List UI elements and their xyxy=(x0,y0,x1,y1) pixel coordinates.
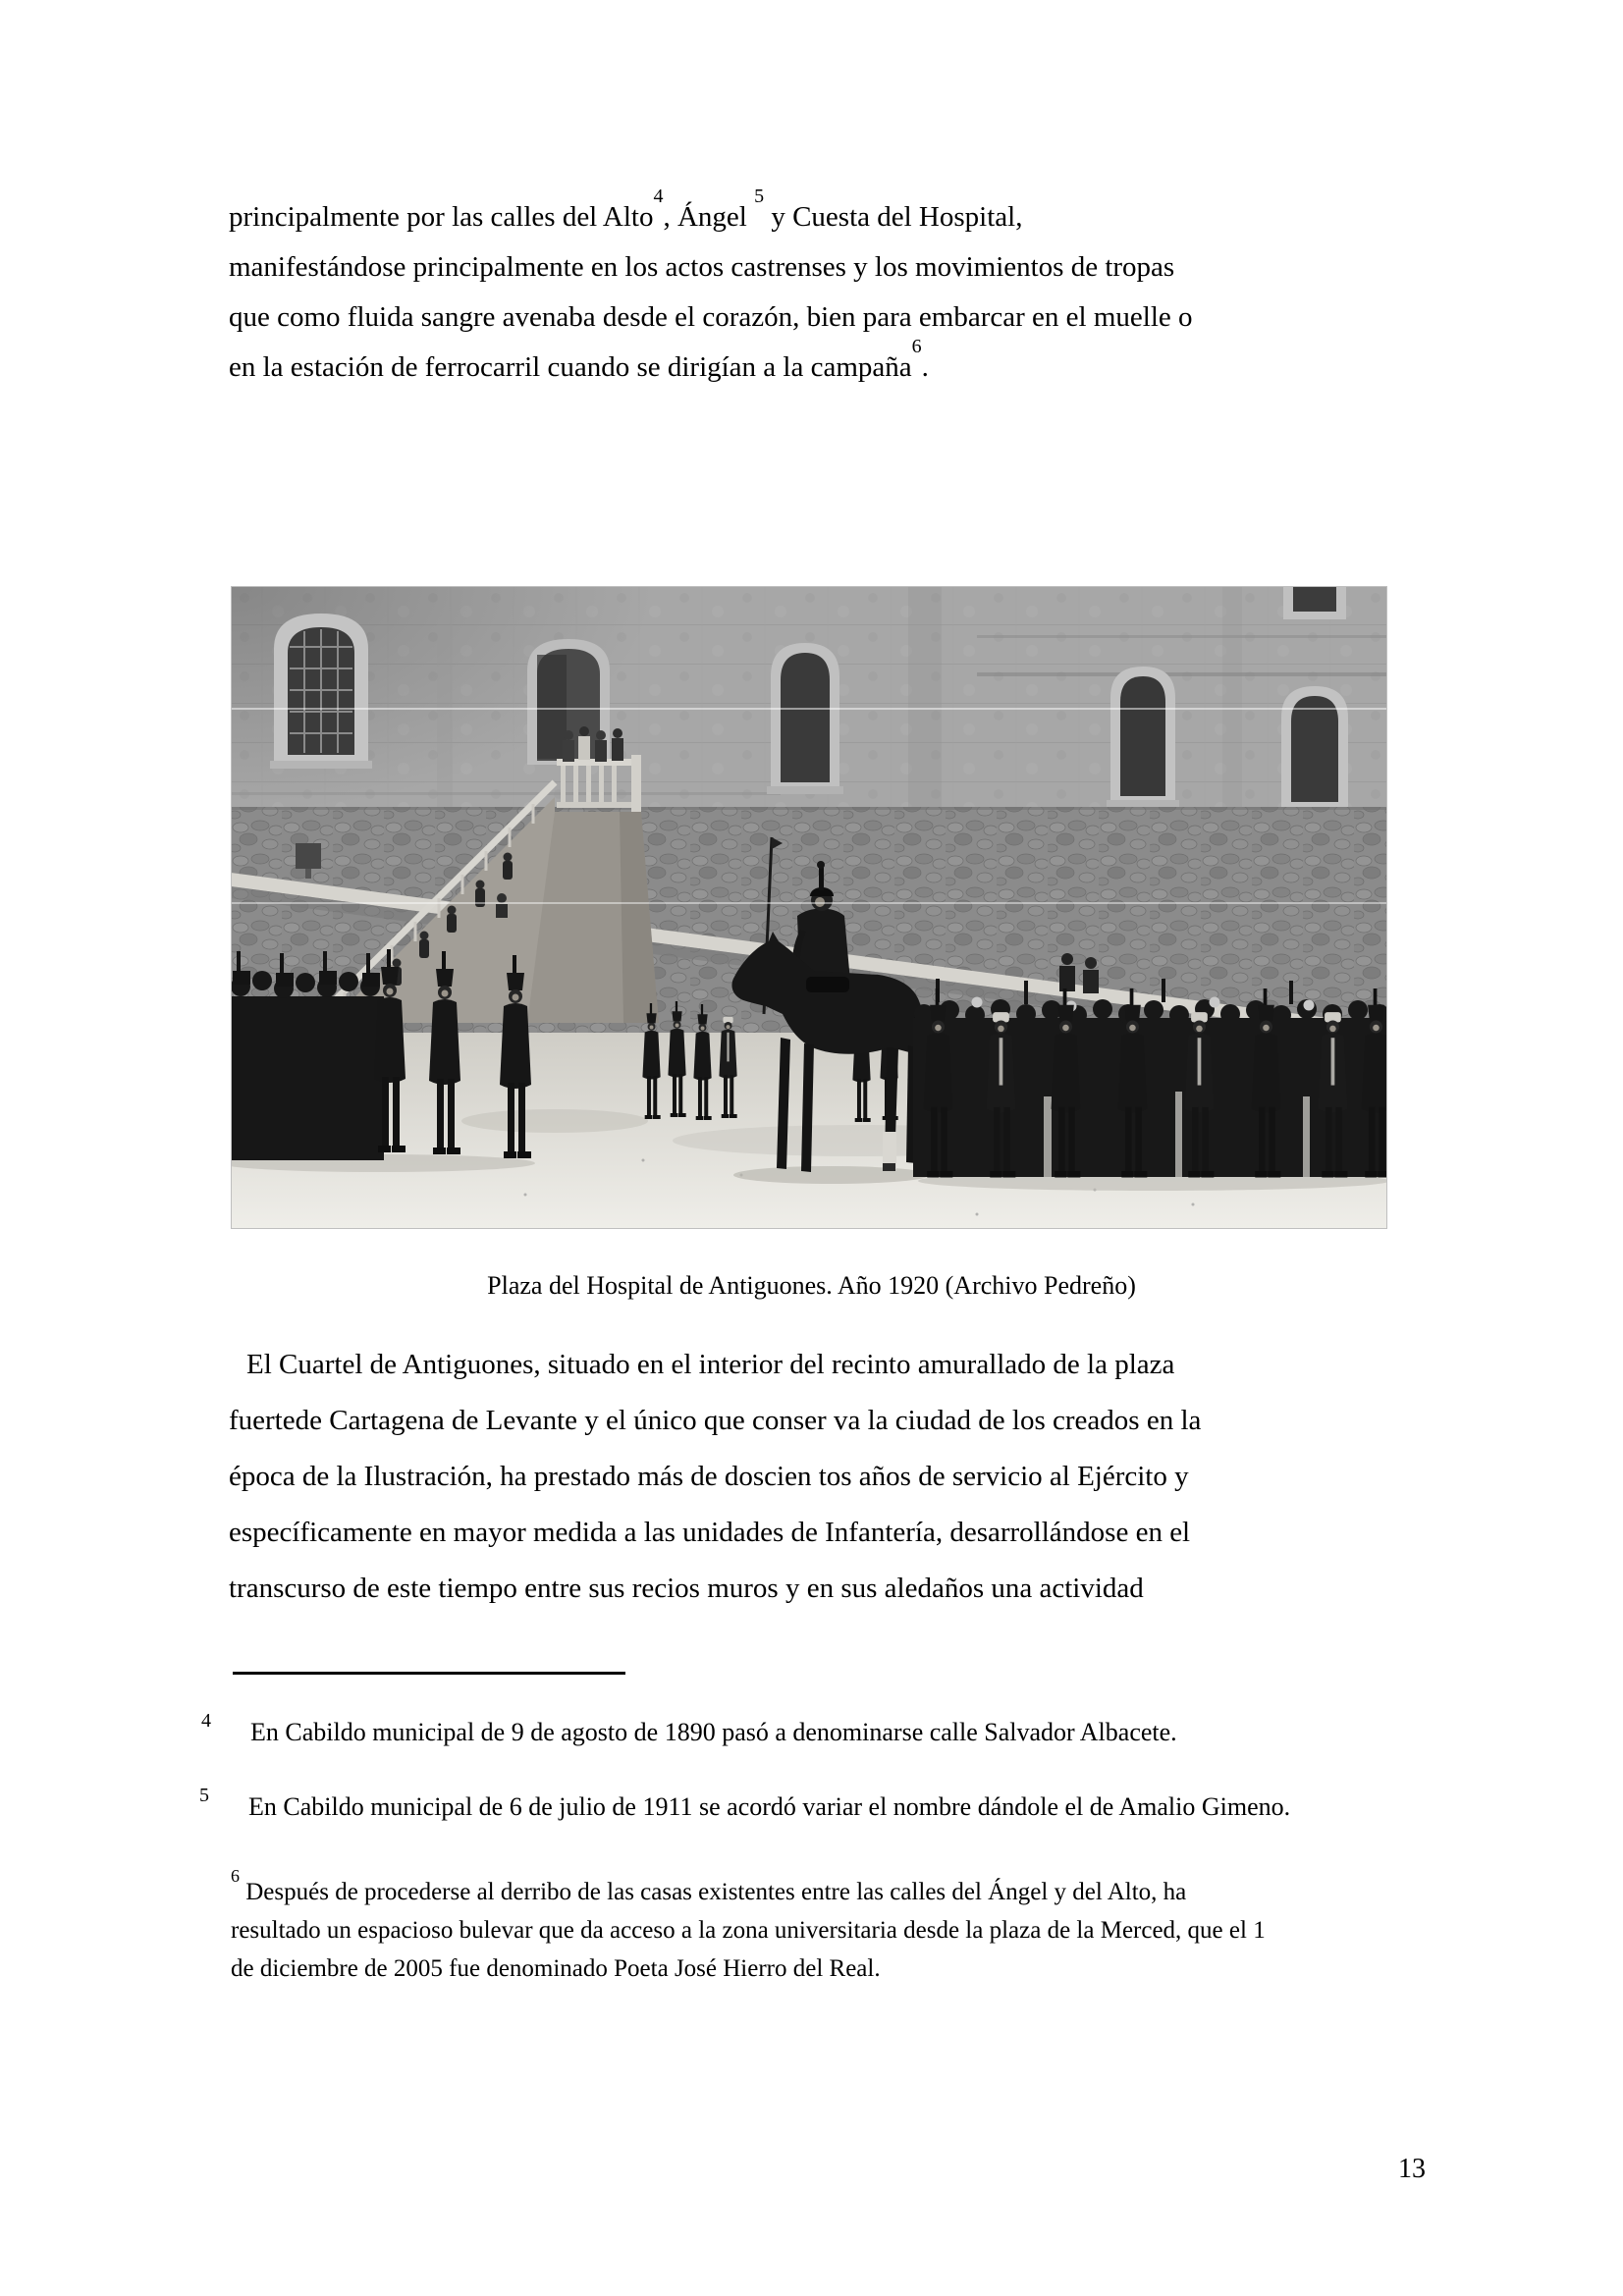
footnote-ref-5: 5 xyxy=(754,186,765,208)
text-line: El Cuartel de Antiguones, situado en el interior del recinto amurallado de la plaza xyxy=(246,1349,1175,1380)
photo-window-right xyxy=(1107,667,1179,808)
text-segment: y Cuesta del Hospital, xyxy=(764,201,1023,233)
text-line: época de la Ilustración, ha prestado más de doscien tos años de servicio al Ejército y xyxy=(229,1461,1189,1492)
photo-window-center xyxy=(767,643,843,794)
footnote-4 xyxy=(201,1710,1177,1747)
text-line xyxy=(229,336,1193,393)
footnote-6-marker: 6 xyxy=(231,1865,240,1886)
text-segment: , Ángel xyxy=(663,201,755,233)
text-line: fuertede Cartagena de Levante y el único que conser va la ciudad de los creados en la xyxy=(229,1405,1202,1436)
footnote-separator-rule xyxy=(233,1672,625,1675)
text-segment: en la estación de ferrocarril cuando se dirigían a la campaña xyxy=(229,351,912,383)
footnote-ref-4: 4 xyxy=(653,186,664,208)
footnote-5 xyxy=(199,1785,1291,1822)
photo-barred-window xyxy=(270,614,372,769)
footnote-6 xyxy=(231,1865,1266,1988)
footnote-ref-6: 6 xyxy=(911,336,922,358)
footnote-6-line: resultado un espacioso bulevar que da acceso a la zona universitaria desde la plaza de la Merced, que el 1 xyxy=(231,1917,1266,1944)
photo-canvas xyxy=(231,586,1387,1229)
footnote-5-marker: 5 xyxy=(199,1785,209,1806)
footnote-6-text: Después de procederse al derribo de las casas existentes entre las calles del Ángel y del Alto, ha xyxy=(245,1879,1187,1905)
text-line xyxy=(229,186,1193,242)
historical-photo xyxy=(231,586,1387,1229)
text-line: transcurso de este tiempo entre sus recios muros y en sus aledaños una actividad xyxy=(229,1573,1144,1604)
footnote-5-text: En Cabildo municipal de 6 de julio de 1911 se acordó variar el nombre dándole el de Amalio Gimeno. xyxy=(248,1792,1291,1821)
footnote-6-line: de diciembre de 2005 fue denominado Poeta José Hierro del Real. xyxy=(231,1955,881,1982)
text-segment: principalmente por las calles del Alto xyxy=(229,201,654,233)
text-line: específicamente en mayor medida a las unidades de Infantería, desarrollándose en el xyxy=(229,1517,1191,1548)
paragraph-intro xyxy=(229,186,1193,393)
page-number: 13 xyxy=(1398,2154,1426,2184)
footnote-6-line xyxy=(231,1865,1266,1911)
paragraph-body xyxy=(229,1337,1201,1617)
photo-caption: Plaza del Hospital de Antiguones. Año 1920 (Archivo Pedreño) xyxy=(487,1271,1136,1300)
text-segment: . xyxy=(921,351,929,383)
text-line: manifestándose principalmente en los actos castrenses y los movimientos de tropas xyxy=(229,251,1175,283)
footnote-4-text: En Cabildo municipal de 9 de agosto de 1890 pasó a denominarse calle Salvador Albacete. xyxy=(250,1718,1177,1746)
text-line: que como fluida sangre avenaba desde el corazón, bien para embarcar en el muelle o xyxy=(229,301,1193,333)
footnote-4-marker: 4 xyxy=(201,1710,211,1732)
